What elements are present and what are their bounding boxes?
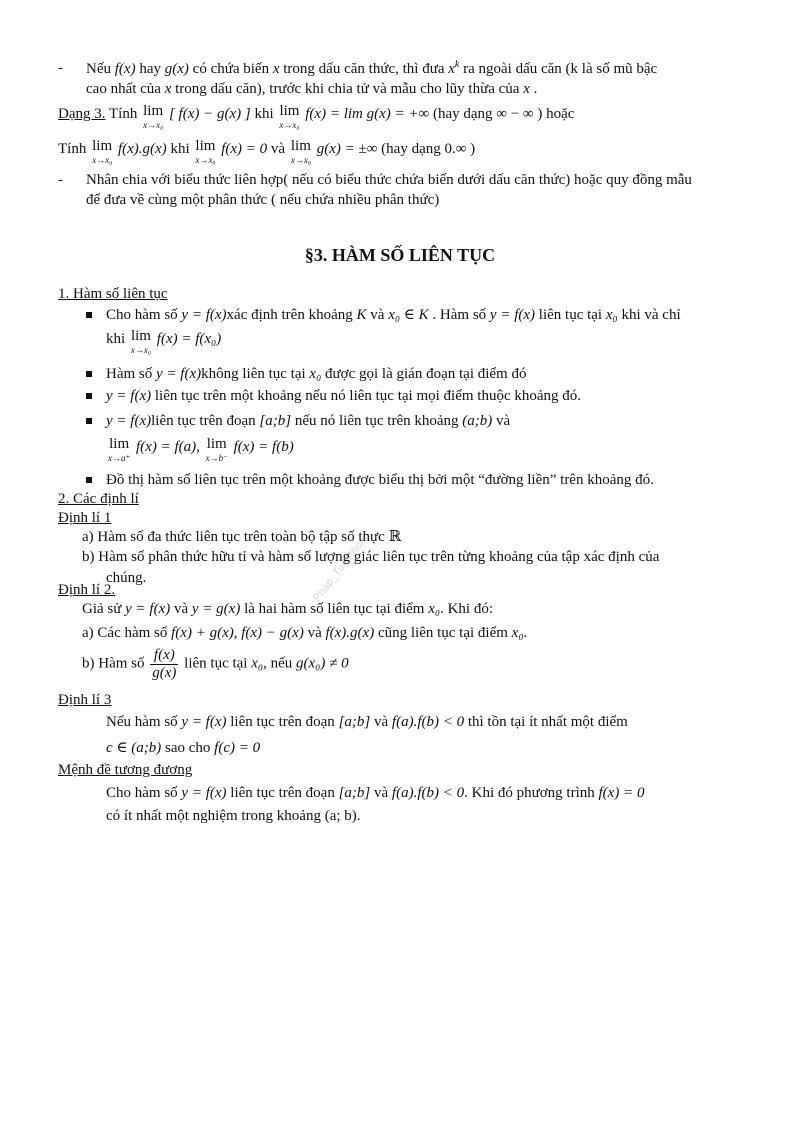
dinh-li-3-heading xyxy=(58,690,742,710)
math-expr: f(x) + g(x), f(x) − g(x) xyxy=(171,625,304,641)
text: và xyxy=(496,413,511,429)
text: liên tục tại xyxy=(184,655,248,672)
text: . Khi đó: xyxy=(440,601,494,617)
lim-sub: x→a⁺ xyxy=(108,453,131,464)
dinh-li-2-b xyxy=(58,647,742,681)
lim-sub: x→x₀ xyxy=(143,120,164,130)
math-cond: g(x) = ±∞ xyxy=(316,141,378,157)
bullet-4-line-2 xyxy=(58,437,742,463)
dash-marker: - xyxy=(58,60,63,76)
bullet-marker xyxy=(86,393,92,399)
lim-sub: x→x₀ xyxy=(195,155,216,165)
text: liên tục trên một khoảng nếu nó liên tục tại mọi điểm thuộc khoảng đó. xyxy=(154,388,582,404)
bullet-marker xyxy=(86,371,92,377)
lim-text: lim xyxy=(143,103,164,119)
lim-operator xyxy=(195,139,215,165)
bullet-1-line-1 xyxy=(58,305,742,325)
text: được gọi là gián đoạn tại điểm đó xyxy=(325,366,527,382)
lim-operator xyxy=(291,139,311,165)
math-x0: x₀ xyxy=(251,655,264,672)
dash-item-2-line-2: để đưa về cùng một phân thức ( nếu chứa nhiều phân thức) xyxy=(86,192,440,209)
heading-text: 2. Các định lí xyxy=(58,491,139,507)
dash-item-1-line-1 xyxy=(58,58,742,79)
text: hay xyxy=(139,61,161,77)
math-cond: f(a).f(b) < 0 xyxy=(391,714,465,730)
math-eq: f(c) = 0 xyxy=(214,740,261,756)
text: ra ngoài dấu căn (k là số mũ bậc xyxy=(463,61,658,77)
dinh-li-1-b-line-2: chúng. xyxy=(106,569,147,586)
fraction xyxy=(150,647,178,681)
section-title: §3. HÀM SỐ LIÊN TỤC xyxy=(304,245,496,265)
math-x0: x₀ ∈ K xyxy=(388,307,429,323)
text: Nếu hàm số xyxy=(106,714,178,730)
math-fn: y = f(x) xyxy=(156,366,202,382)
lim-operator xyxy=(143,104,163,130)
text: liên tục trên đoạn xyxy=(151,413,256,429)
text: xác định trên khoảng xyxy=(226,307,353,323)
bullet-marker xyxy=(86,477,92,483)
bullet-5-line: Đồ thị hàm số liên tục trên một khoảng được biểu thị bởi một “đường liền” trên khoảng đó. xyxy=(106,472,654,488)
text: trong dấu căn thức, thì đưa xyxy=(283,61,445,77)
math-x: x xyxy=(272,61,280,77)
text: nếu nó liên tục trên khoảng xyxy=(294,413,459,429)
menh-de-line-2: có ít nhất một nghiệm trong khoảng (a; b). xyxy=(106,808,361,824)
lim-sub: x→x₀ xyxy=(92,155,113,165)
dash-item-2-line-1: Nhân chia với biểu thức liên hợp( nếu có biểu thức chứa biến dưới dấu căn thức) hoặc quy đồng mẫu xyxy=(86,172,692,188)
math-interval: [a;b] xyxy=(338,714,371,730)
bullet-4-line-1 xyxy=(58,411,742,431)
text: là hai hàm số liên tục tại điểm xyxy=(244,601,425,617)
heading-text: Định lí 2. xyxy=(58,582,116,598)
text: không liên tục tại xyxy=(201,366,306,382)
lim-text: lim xyxy=(109,436,130,453)
text: liên tục trên đoạn xyxy=(230,714,335,730)
text: thì tồn tại ít nhất một điểm xyxy=(467,714,628,730)
text: khi và chỉ xyxy=(621,307,681,323)
text: và xyxy=(373,714,389,730)
dash-item-2 xyxy=(58,170,742,211)
lim-text: lim xyxy=(130,328,151,345)
math-fn: y = f(x) xyxy=(181,714,227,730)
text: Cho hàm số xyxy=(106,785,178,801)
math-x0: x₀ xyxy=(309,366,322,382)
math-expr: [ f(x) − g(x) ] xyxy=(168,106,251,122)
math-cond: f(x) = 0 xyxy=(221,141,268,157)
menh-de-heading xyxy=(58,760,742,780)
text: Nếu xyxy=(86,61,111,77)
dang-3-line xyxy=(58,104,742,130)
lim-operator xyxy=(108,437,130,463)
math-eq: f(x) = 0 xyxy=(598,785,645,801)
heading-text: Định lí 3 xyxy=(58,692,112,708)
lim-sub: x→x₀ xyxy=(290,155,311,165)
math-cond: c ∈ (a;b) xyxy=(106,740,162,756)
math-x0: x₀ xyxy=(428,601,441,617)
text: và xyxy=(370,307,385,323)
text: Giả sử xyxy=(82,601,122,617)
section-2-heading xyxy=(58,489,742,509)
text: và xyxy=(270,141,286,157)
math-cond: f(a).f(b) < 0 xyxy=(391,785,465,801)
heading-text: Định lí 1 xyxy=(58,510,112,526)
dinh-li-1-heading xyxy=(58,508,742,528)
math-fn: y = f(x) xyxy=(181,785,227,801)
text: b) Hàm số xyxy=(82,655,145,672)
lim-operator xyxy=(92,139,112,165)
text: và xyxy=(374,785,389,801)
lim-text: lim xyxy=(92,138,113,154)
math-fn: y = f(x) xyxy=(106,413,152,429)
text: trong dấu căn), trước khi chia tử và mẫu cho lũy thừa của xyxy=(175,81,520,98)
math-xk xyxy=(448,61,459,77)
math-eq: f(x) = f(x₀) xyxy=(156,331,222,348)
lim-text: lim xyxy=(206,436,227,453)
math-cond: g(x₀) ≠ 0 xyxy=(296,655,349,672)
fraction-denominator: g(x) xyxy=(152,664,177,681)
text: Cho hàm số xyxy=(106,307,178,323)
text: và xyxy=(173,601,189,617)
lim-operator xyxy=(206,437,228,463)
text: có chứa biến xyxy=(192,61,270,77)
dash-item-1 xyxy=(58,58,742,100)
text: (hay dạng 0.∞ ) xyxy=(381,141,476,157)
text: . Hàm số xyxy=(432,307,487,323)
text: khi xyxy=(106,331,126,348)
text: Tính xyxy=(108,106,138,122)
text: (hay dạng ∞ − ∞ ) hoặc xyxy=(432,106,575,122)
math-x: x xyxy=(523,81,530,98)
math-eq: f(x) = f(a), xyxy=(136,439,200,456)
lim-sub: x→x₀ xyxy=(279,120,300,130)
math-expr: f(x).g(x) xyxy=(117,141,167,157)
bullet-1-line-2 xyxy=(58,329,742,355)
math-gx: g(x) xyxy=(164,61,189,77)
text: khi xyxy=(170,141,190,157)
math-fx: f(x) xyxy=(114,61,136,77)
lim-text: lim xyxy=(279,103,300,119)
dinh-li-2-a: a) Các hàm số f(x) + g(x), f(x) − g(x) và f(x).g(x) cũng liên tục tại điểm x₀. xyxy=(82,625,528,641)
dinh-li-1-b-line-1: b) Hàm số phân thức hữu tỉ và hàm số lượng giác liên tục trên từng khoảng của tập xác định của xyxy=(82,549,660,566)
dash-marker: - xyxy=(58,172,63,188)
menh-de-line-1 xyxy=(58,783,742,803)
heading-text: 1. Hàm số liên tục xyxy=(58,286,168,302)
dinh-li-2-intro xyxy=(58,599,742,619)
math-fn: y = g(x) xyxy=(191,601,241,617)
math-interval: (a;b) xyxy=(462,413,493,429)
text: và xyxy=(307,625,322,641)
math-expr: f(x).g(x) xyxy=(325,625,375,641)
math-x0: x₀ xyxy=(511,625,524,641)
lim-operator xyxy=(131,329,151,355)
tinh-line xyxy=(58,139,742,165)
lim-text: lim xyxy=(290,138,311,154)
bullet-5 xyxy=(58,470,742,490)
text: cũng liên tục tại điểm xyxy=(377,625,508,641)
fraction-numerator: f(x) xyxy=(150,647,178,665)
math-eq: f(x) = f(b) xyxy=(233,439,294,456)
lim-text: lim xyxy=(195,138,216,154)
math-fn: y = f(x) xyxy=(489,307,536,323)
math-cond: f(x) = lim g(x) = +∞ xyxy=(305,106,430,122)
text: cao nhất của xyxy=(86,81,161,98)
lim-sub: x→x₀ xyxy=(130,345,152,356)
bullet-3-line xyxy=(58,386,742,406)
text: a) Các hàm số xyxy=(82,625,168,641)
dash-item-1-line-2: cao nhất của x trong dấu căn), trước khi chia tử và mẫu cho lũy thừa của x . xyxy=(86,81,538,98)
text: Tính xyxy=(58,141,87,157)
math-fn: y = f(x) xyxy=(181,307,227,323)
text: , nếu xyxy=(263,655,293,672)
dang-3-label: Dạng 3. xyxy=(58,106,106,122)
dinh-li-1-a: a) Hàm số đa thức liên tục trên toàn bộ tập số thực ℝ xyxy=(82,529,402,545)
math-K: K xyxy=(356,307,367,323)
math-fn: y = f(x) xyxy=(125,601,171,617)
math-base: x xyxy=(448,61,455,77)
text: Hàm số xyxy=(106,366,153,382)
text: liên tục tại xyxy=(538,307,603,323)
dinh-li-3-line-2 xyxy=(58,738,742,758)
watermark: Phap_Tuy Phong xyxy=(311,530,373,605)
math-fn: y = f(x) xyxy=(106,388,152,404)
bullet-3 xyxy=(58,386,742,406)
math-exp: k xyxy=(454,59,460,70)
bullet-2-line xyxy=(58,364,742,384)
math-interval: [a;b] xyxy=(338,785,371,801)
lim-sub: x→b⁻ xyxy=(205,453,228,464)
lim-operator xyxy=(279,104,299,130)
dinh-li-2-heading xyxy=(58,580,742,600)
math-interval: [a;b] xyxy=(259,413,292,429)
bullet-2 xyxy=(58,364,742,384)
bullet-4 xyxy=(58,411,742,463)
math-x: x xyxy=(164,81,172,98)
heading-text: Mệnh đề tương đương xyxy=(58,762,193,778)
section-1-heading xyxy=(58,284,742,304)
dinh-li-3-line-1 xyxy=(58,712,742,732)
bullet-marker xyxy=(86,312,92,318)
dinh-li-1-body xyxy=(58,527,742,588)
text: khi xyxy=(254,106,274,122)
bullet-marker xyxy=(86,418,92,424)
math-x0: x₀ xyxy=(605,307,618,323)
bullet-1 xyxy=(58,305,742,355)
text: . Khi đó phương trình xyxy=(464,785,595,801)
text: liên tục trên đoạn xyxy=(230,785,335,801)
text: sao cho xyxy=(165,740,211,756)
